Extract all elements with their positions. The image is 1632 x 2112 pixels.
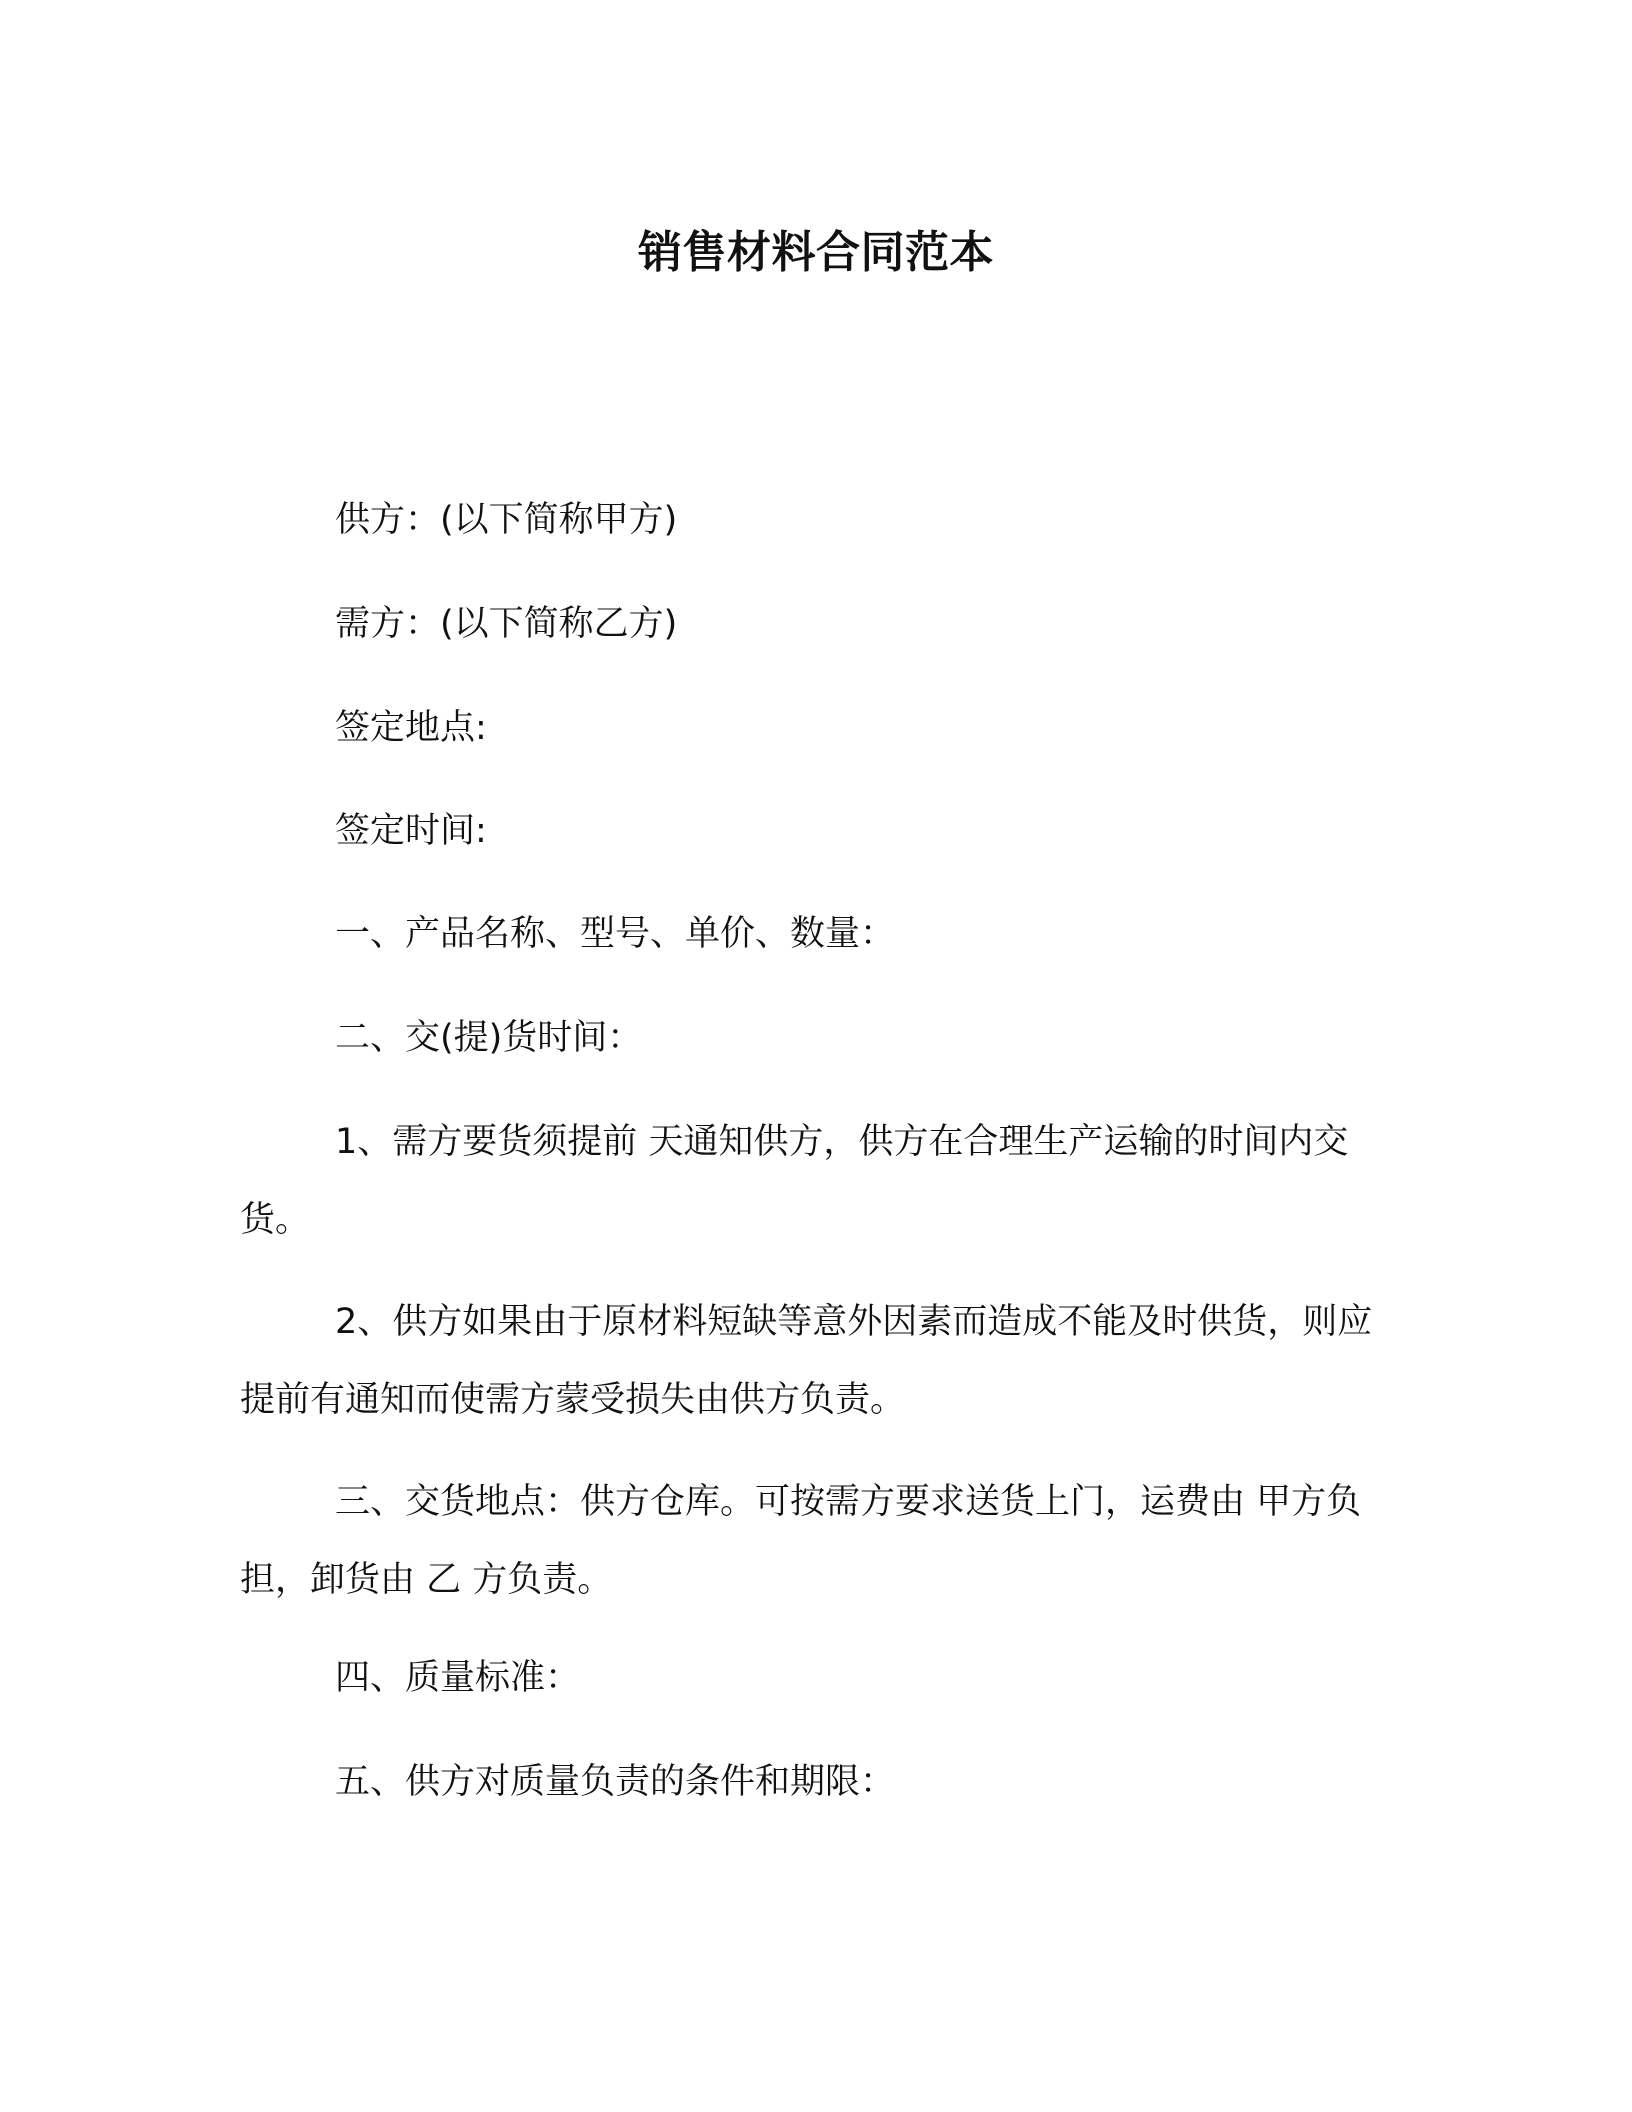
section-heading-1: 一、产品名称、型号、单价、数量：: [335, 914, 896, 954]
section-heading-4: 四、质量标准：: [335, 1658, 581, 1698]
signing-place-line: 签定地点:: [335, 708, 487, 748]
clause-2-2: 2、供方如果由于原材料短缺等意外因素而造成不能及时供货，则应提前有通知而使需方蒙受损失由供方负责。: [240, 1302, 1373, 1420]
section-heading-5: 五、供方对质量负责的条件和期限：: [335, 1762, 896, 1802]
clause-2-1: 1、需方要货须提前 天通知供方，供方在合理生产运输的时间内交货。: [240, 1122, 1349, 1240]
page-title: 销售材料合同范本: [638, 227, 994, 278]
supplier-line: 供方：(以下简称甲方): [335, 500, 678, 540]
buyer-line: 需方：(以下简称乙方): [335, 604, 678, 644]
signing-time-line: 签定时间:: [335, 811, 487, 851]
section-heading-2: 二、交(提)货时间：: [335, 1018, 643, 1058]
section-3-paragraph: 三、交货地点：供方仓库。可按需方要求送货上门，运费由 甲方负担，卸货由 乙 方负责。: [240, 1482, 1362, 1600]
